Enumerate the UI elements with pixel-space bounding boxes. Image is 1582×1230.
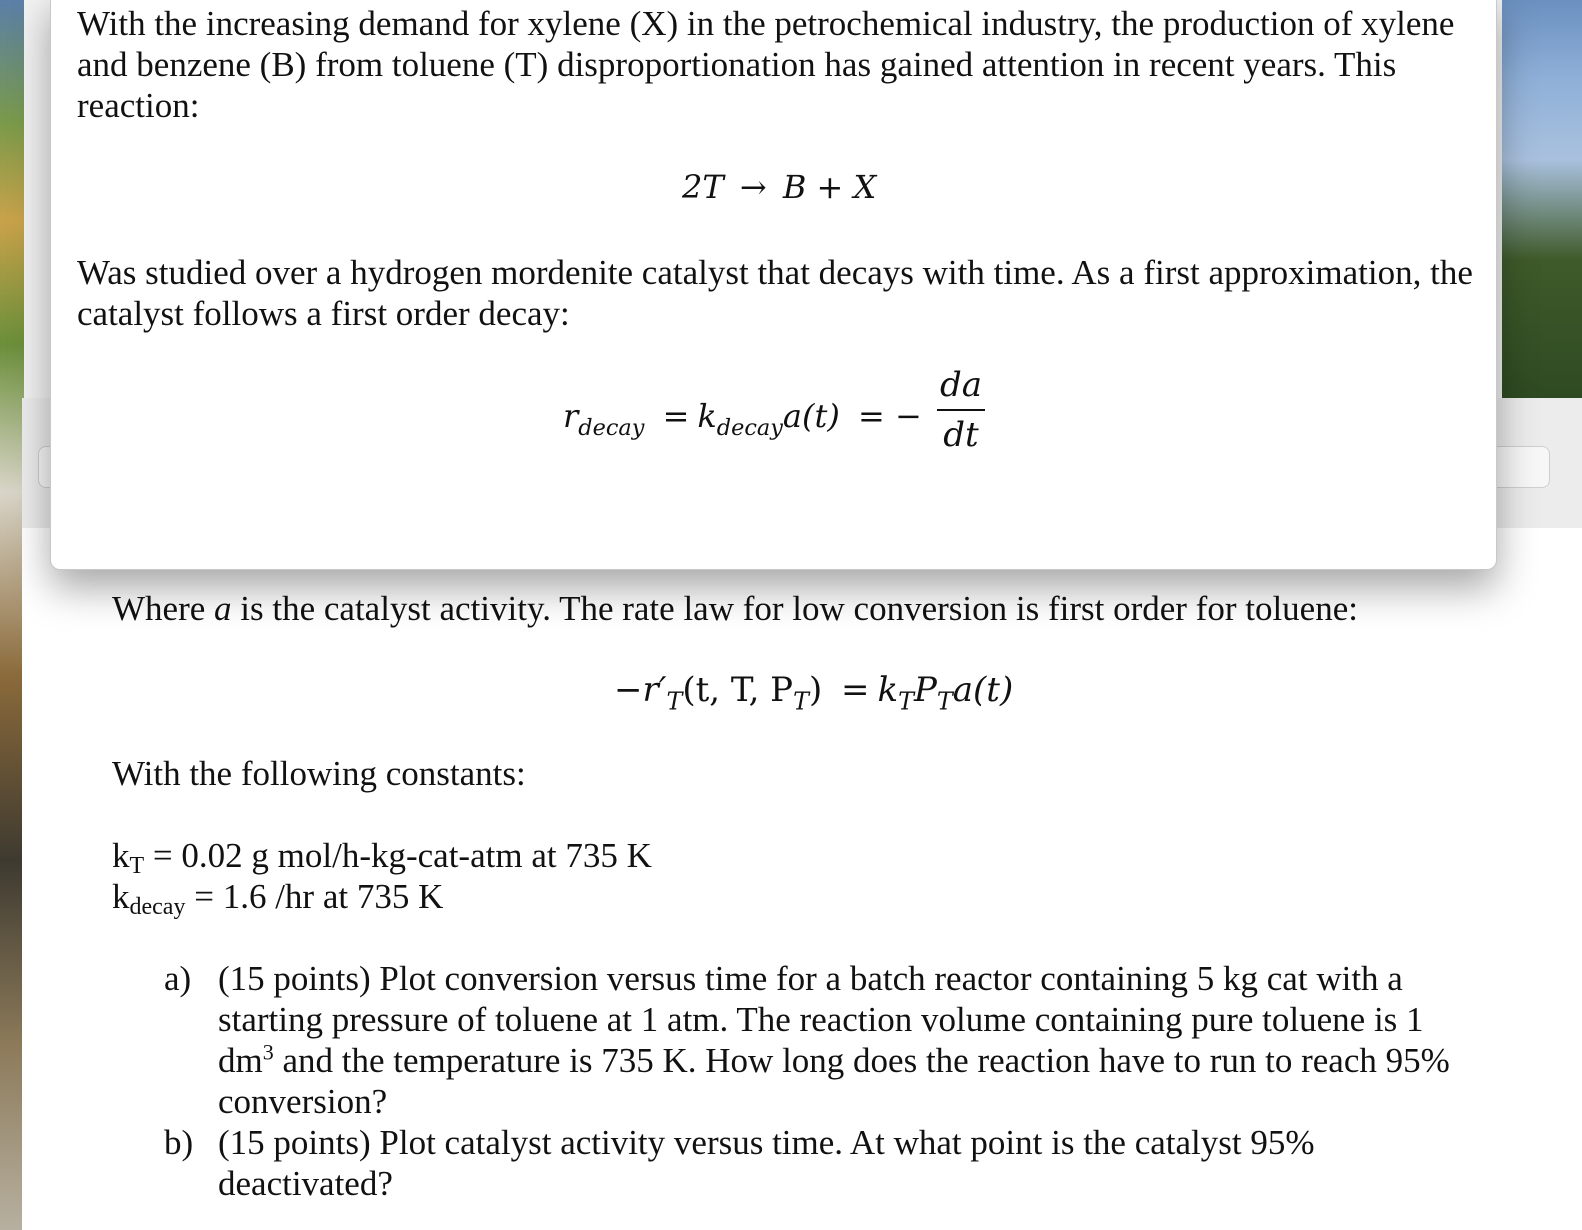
popup-window: [50, 0, 1497, 570]
wallpaper-right: [1502, 0, 1582, 400]
activity-variable: a: [214, 589, 232, 628]
fraction-bar: [937, 409, 985, 411]
question-b: [164, 1122, 1504, 1212]
rate-law-equation: $-r'_T(t$, T, $P_T) = k_TP_Ta(t)$: [614, 670, 1014, 716]
question-b-line2: deactivated?: [218, 1164, 393, 1203]
question-b-label: b): [164, 1123, 194, 1162]
constants-heading: With the following constants:: [112, 754, 526, 793]
question-a-line4: conversion?: [218, 1082, 388, 1121]
activity-text: Where a is the catalyst activity. The rate law for low conversion is first order for toluene:: [112, 589, 1358, 628]
wallpaper-left: [0, 0, 24, 1230]
intro-text: With the increasing demand for xylene (X) in the petrochemical industry, the production of xylene and benzene (B) from toluene (T) disproportionation has gained attention in recent years. This reaction:: [77, 4, 1455, 125]
constant-kdecay: $k_{decay} = 1.6$ /hr at 735 K: [112, 877, 444, 920]
document-content: [22, 528, 1582, 1230]
question-a: [164, 958, 1504, 1128]
question-a-line1: (15 points) Plot conversion versus time for a batch reactor containing 5 kg cat with a: [218, 959, 1403, 998]
constant-kt: $k_T = 0.02$ g mol/h-kg-cat-atm at 735 K: [112, 836, 652, 879]
question-b-line1: (15 points) Plot catalyst activity versus time. At what point is the catalyst 95%: [218, 1123, 1315, 1162]
question-a-line2: starting pressure of toluene at 1 atm. The reaction volume containing pure toluene is 1: [218, 1000, 1424, 1039]
question-a-label: a): [164, 959, 192, 998]
decay-text: Was studied over a hydrogen mordenite catalyst that decays with time. As a first approximation, the catalyst follows a first order decay:: [77, 253, 1473, 333]
decay-equation: $r_{decay} = k_{decay}a(t)$ = −: [563, 397, 922, 441]
question-a-line3: $dm^3$ and the temperature is 735 K. How long does the reaction have to run to reach 95%: [218, 1039, 1450, 1080]
decay-fraction: da dt: [937, 365, 985, 455]
reaction-equation: 2T → B + X: [682, 168, 877, 206]
